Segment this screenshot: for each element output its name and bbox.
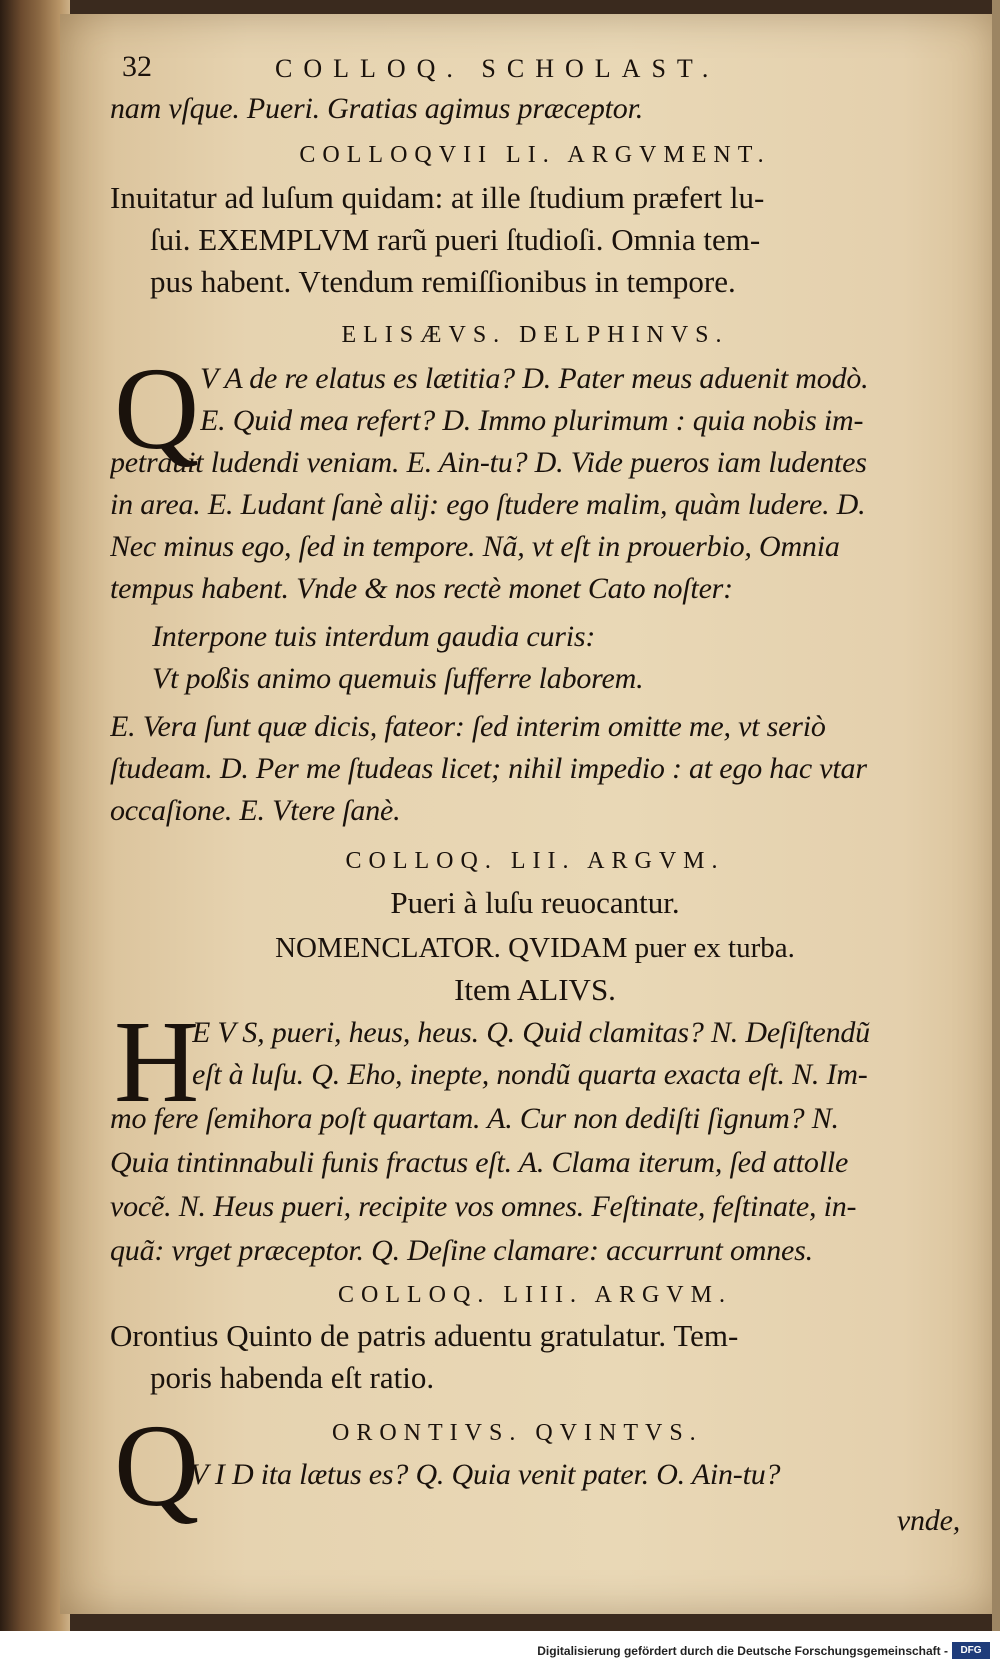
section-heading: COLLOQVII LI. ARGVMENT. — [299, 142, 771, 168]
drop-cap: Q — [114, 1400, 200, 1531]
text-line: pus habent. Vtendum remiſſionibus in tempore. — [150, 264, 736, 299]
text-line: in area. E. Ludant ſanè alij: ego ſtudere malim, quàm ludere. D. — [110, 488, 866, 521]
text-line: eſt à luſu. Q. Eho, inepte, nondũ quarta exacta eſt. N. Im- — [192, 1058, 868, 1091]
text-line: ſtudeam. D. Per me ſtudeas licet; nihil impedio : at ego hac vtar — [110, 752, 867, 785]
speakers-heading: Item ALIVS. — [454, 972, 616, 1007]
speakers-heading: NOMENCLATOR. QVIDAM puer ex turba. — [275, 932, 795, 964]
text-line: mo fere ſemihora poſt quartam. A. Cur non dediſti ſignum? N. — [110, 1102, 839, 1135]
text-body — [110, 0, 960, 1631]
running-title: COLLOQ. SCHOLAST. — [275, 54, 720, 83]
text-line: occaſione. E. Vtere ſanè. — [110, 794, 401, 827]
text-line: Quia tintinnabuli funis fractus eſt. A. Clama iterum, ſed attolle — [110, 1146, 849, 1179]
drop-cap: H — [114, 996, 200, 1127]
speakers-heading: ORONTIVS. QVINTVS. — [332, 1420, 703, 1446]
verse-line: Vt poßis animo quemuis ſufferre laborem. — [152, 662, 644, 695]
section-heading: COLLOQ. LII. ARGVM. — [345, 848, 725, 874]
section-heading: COLLOQ. LIII. ARGVM. — [338, 1282, 732, 1308]
text-line: quã: vrget præceptor. Q. Deſine clamare: accurrunt omnes. — [110, 1234, 813, 1267]
text-line: Orontius Quinto de patris aduentu gratulatur. Tem- — [110, 1318, 739, 1353]
text-line: E. Vera ſunt quæ dicis, fateor: ſed interim omitte me, vt seriò — [110, 710, 826, 743]
dfg-logo: DFG — [952, 1642, 990, 1659]
text-line: Nec minus ego, ſed in tempore. Nã, vt eſt in prouerbio, Omnia — [110, 530, 840, 563]
footer-credit: Digitalisierung gefördert durch die Deutsche Forschungsgemeinschaft - — [537, 1644, 948, 1658]
text-line: petrauit ludendi veniam. E. Ain-tu? D. Vide pueros iam ludentes — [110, 446, 867, 479]
text-line: vocẽ. N. Heus pueri, recipite vos omnes. Feſtinate, feſtinate, in- — [110, 1190, 857, 1223]
text-line: ſui. EXEMPLVM rarũ pueri ſtudioſi. Omnia tem- — [150, 222, 761, 257]
text-line: V I D ita lætus es? Q. Quia venit pater. O. Ain-tu? — [190, 1458, 781, 1491]
footer-bar — [0, 1631, 1000, 1671]
verse-line: Interpone tuis interdum gaudia curis: — [152, 620, 596, 653]
speakers-heading: ELISÆVS. DELPHINVS. — [341, 322, 729, 348]
text-line: E V S, pueri, heus, heus. Q. Quid clamitas? N. Deſiſtendũ — [192, 1016, 870, 1049]
text-line: Pueri à luſu reuocantur. — [390, 885, 680, 920]
page-number: 32 — [122, 50, 152, 83]
text-line: nam vſque. Pueri. Gratias agimus præceptor. — [110, 92, 644, 125]
text-line: tempus habent. Vnde & nos rectè monet Cato noſter: — [110, 572, 733, 605]
page-right-edge — [992, 0, 1000, 1631]
text-line: Inuitatur ad luſum quidam: at ille ſtudium præfert lu- — [110, 180, 765, 215]
catchword: vnde, — [896, 1504, 960, 1537]
text-line: poris habenda eſt ratio. — [150, 1360, 435, 1395]
text-line: V A de re elatus es lætitia? D. Pater meus aduenit modò. — [200, 362, 869, 395]
drop-cap: Q — [114, 343, 200, 474]
text-line: E. Quid mea refert? D. Immo plurimum : quia nobis im- — [200, 404, 864, 437]
